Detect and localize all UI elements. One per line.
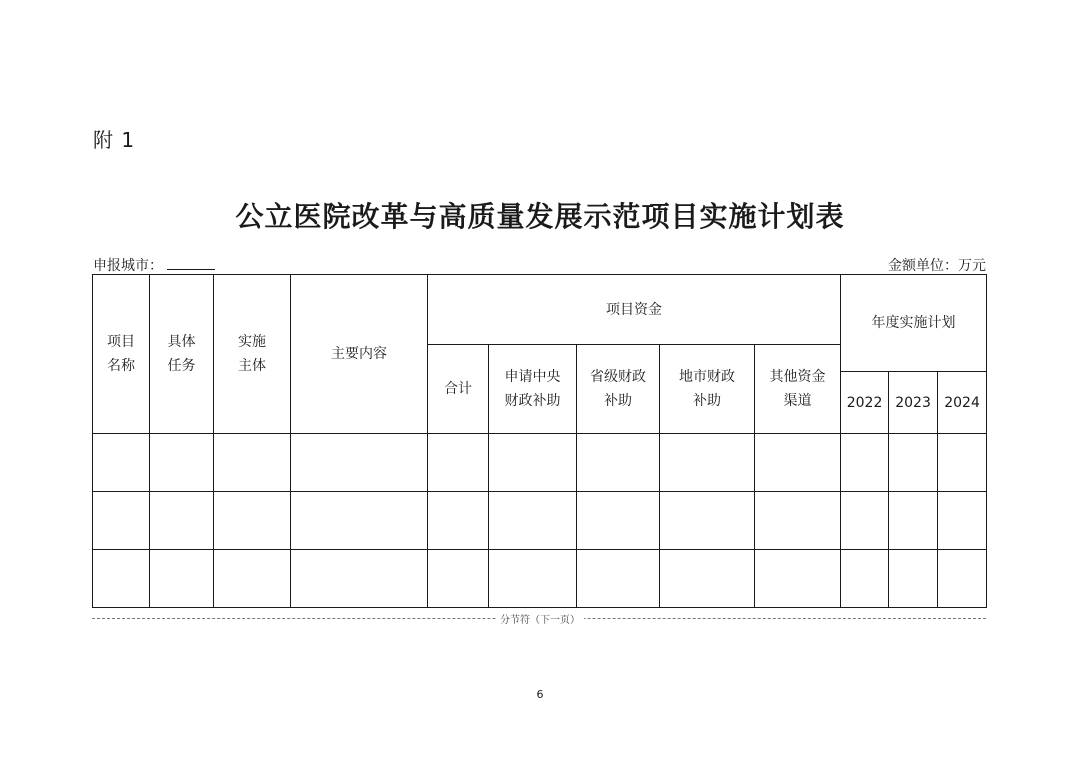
table-cell[interactable] [660,434,755,492]
table-cell[interactable] [577,434,660,492]
table-cell[interactable] [938,550,987,608]
table-cell[interactable] [841,492,889,550]
header-city-subsidy: 地市财政补助 [660,345,755,434]
section-break-label: 分节符（下一页） [496,615,584,626]
table-cell[interactable] [428,492,489,550]
table-cell[interactable] [889,492,938,550]
attachment-label: 附 1 [93,128,136,152]
table-cell[interactable] [93,550,150,608]
amount-unit-label: 金额单位：万元 [888,258,986,274]
page-title: 公立医院改革与高质量发展示范项目实施计划表 [235,200,845,233]
header-total: 合计 [428,345,489,434]
table-cell[interactable] [755,550,841,608]
page-number: 6 [536,688,544,701]
table-cell[interactable] [938,434,987,492]
table-cell[interactable] [489,434,577,492]
table-cell[interactable] [428,550,489,608]
header-project-funds: 项目资金 [428,275,841,345]
table-cell[interactable] [291,492,428,550]
table-cell[interactable] [660,550,755,608]
table-row [93,434,987,492]
header-annual-plan: 年度实施计划 [841,275,987,372]
table-cell[interactable] [214,550,291,608]
implementation-plan-table [92,274,987,608]
table-cell[interactable] [291,434,428,492]
header-other-channels: 其他资金渠道 [755,345,841,434]
table-cell[interactable] [150,434,214,492]
applicant-city-blank[interactable] [167,256,215,270]
applicant-city [93,255,215,275]
table-cell[interactable] [150,550,214,608]
applicant-city-label: 申报城市： [93,258,163,274]
table-cell[interactable] [489,550,577,608]
table-cell[interactable] [755,492,841,550]
table-cell[interactable] [489,492,577,550]
header-year: 2023 [889,372,938,434]
table-cell[interactable] [938,492,987,550]
table-cell[interactable] [755,434,841,492]
header-central-subsidy: 申请中央财政补助 [489,345,577,434]
table-cell[interactable] [214,434,291,492]
header-project-name: 项目名称 [93,275,150,434]
table-cell[interactable] [841,550,889,608]
table-cell[interactable] [291,550,428,608]
header-specific-task: 具体任务 [150,275,214,434]
table-cell[interactable] [577,550,660,608]
table-cell[interactable] [214,492,291,550]
table-cell[interactable] [889,434,938,492]
table-row [93,550,987,608]
table-cell[interactable] [428,434,489,492]
section-break [0,611,1080,626]
table-cell[interactable] [577,492,660,550]
table-cell[interactable] [93,492,150,550]
table-row [93,492,987,550]
table-cell[interactable] [150,492,214,550]
table-cell[interactable] [841,434,889,492]
header-provincial-subsidy: 省级财政补助 [577,345,660,434]
header-year: 2024 [938,372,987,434]
table-cell[interactable] [93,434,150,492]
table-cell[interactable] [889,550,938,608]
table-cell[interactable] [660,492,755,550]
header-implementing-body: 实施主体 [214,275,291,434]
header-main-content: 主要内容 [291,275,428,434]
header-year: 2022 [841,372,889,434]
